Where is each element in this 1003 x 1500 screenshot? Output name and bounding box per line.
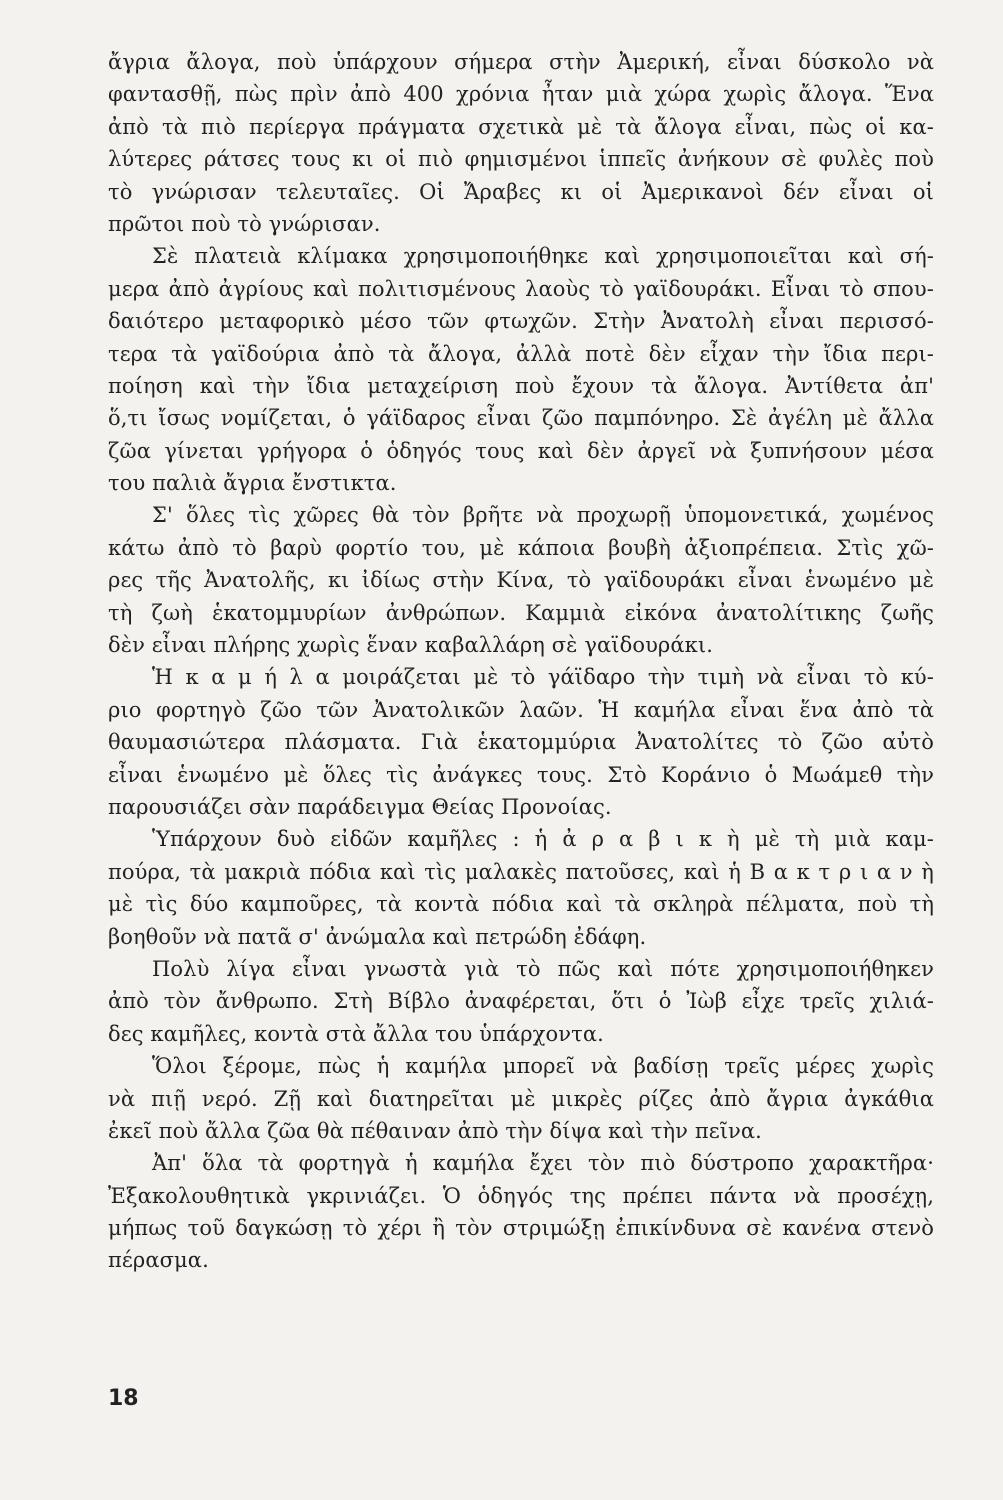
- text-line: δὲν εἶναι πλήρης χωρὶς ἕναν καβαλλάρη σὲ γαϊδουράκι.: [108, 633, 713, 658]
- text-line: ἄγρια ἄλογα, ποὺ ὑπάρχουν σήμερα στὴν Ἀμερική, εἶναι δύσκολο νὰ: [108, 50, 934, 74]
- text-line: βοηθοῦν νὰ πατᾶ σ' ἀνώμαλα καὶ πετρώδη ἐδάφη.: [108, 924, 647, 949]
- text-line: μερα ἀπὸ ἀγρίους καὶ πολιτισμένους λαοὺς τὸ γαϊδουράκι. Εἶναι τὸ σπου-: [108, 276, 934, 301]
- paragraph: [108, 240, 934, 499]
- text-line: ρες τῆς Ἀνατολῆς, κι ἰδίως στὴν Κίνα, τὸ γαϊδουράκι εἶναι ἑνωμένο μὲ: [108, 568, 934, 593]
- text-line: Ὅλοι ξέρομε, πὼς ἡ καμήλα μπορεῖ νὰ βαδίσῃ τρεῖς μέρες χωρὶς: [152, 1054, 934, 1079]
- text-line: Ἐξακολουθητικὰ γκρινιάζει. Ὁ ὁδηγός της πρέπει πάντα νὰ προσέχῃ,: [108, 1183, 934, 1208]
- paragraph: [108, 823, 934, 953]
- text-line: πούρα, τὰ μακριὰ πόδια καὶ τὶς μαλακὲς πατοῦσες, καὶ ἡ Β α κ τ ρ ι α ν ὴ: [108, 859, 934, 884]
- text-line: τερα τὰ γαϊδούρια ἀπὸ τὰ ἄλογα, ἀλλὰ ποτὲ δὲν εἶχαν τὴν ἴδια περι-: [108, 341, 934, 366]
- text-line: τὴ ζωὴ ἑκατομμυρίων ἀνθρώπων. Καμμιὰ εἰκόνα ἀνατολίτικης ζωῆς: [108, 600, 934, 625]
- text-line: ὅ,τι ἴσως νομίζεται, ὁ γάϊδαρος εἶναι ζῶο παμπόνηρο. Σὲ ἀγέλη μὲ ἄλλα: [108, 406, 934, 431]
- text-line: Ὑπάρχουν δυὸ εἰδῶν καμῆλες : ἡ ἀ ρ α β ι κ ὴ μὲ τὴ μιὰ καμ-: [152, 827, 934, 852]
- text-line: δες καμῆλες, κοντὰ στὰ ἄλλα του ὑπάρχοντα.: [108, 1021, 604, 1046]
- paragraph: [108, 46, 934, 240]
- text-line: Ἀπ' ὅλα τὰ φορτηγὰ ἡ καμήλα ἔχει τὸν πιὸ δύστροπο χαρακτῆρα·: [152, 1151, 934, 1176]
- text-line: τὸ γνώρισαν τελευταῖες. Οἱ Ἄραβες κι οἱ Ἀμερικανοὶ δέν εἶναι οἱ: [108, 179, 934, 204]
- paragraph: [108, 661, 934, 823]
- text-line: ριο φορτηγὸ ζῶο τῶν Ἀνατολικῶν λαῶν. Ἡ καμήλα εἶναι ἕνα ἀπὸ τὰ: [108, 697, 934, 722]
- text-line: ζῶα γίνεται γρήγορα ὁ ὁδηγός τους καὶ δὲν ἀργεῖ νὰ ξυπνήσουν μέσα: [108, 438, 934, 463]
- text-line: ποίηση καὶ τὴν ἴδια μεταχείριση ποὺ ἔχουν τὰ ἄλογα. Ἀντίθετα ἀπ': [108, 373, 934, 398]
- text-line: δαιότερο μεταφορικὸ μέσο τῶν φτωχῶν. Στὴν Ἀνατολὴ εἶναι περισσό-: [108, 309, 934, 334]
- paragraph: [108, 953, 934, 1050]
- paragraph: [108, 1050, 934, 1147]
- text-line: πρῶτοι ποὺ τὸ γνώρισαν.: [108, 211, 381, 236]
- text-line: ἀπὸ τὰ πιὸ περίεργα πράγματα σχετικὰ μὲ τὰ ἄλογα εἶναι, πὼς οἱ κα-: [108, 114, 934, 139]
- text-line: μήπως τοῦ δαγκώσῃ τὸ χέρι ἢ τὸν στριμώξῃ ἐπικίνδυνα σὲ κανένα στενὸ: [108, 1216, 934, 1241]
- paragraph: [108, 499, 934, 661]
- text-line: παρουσιάζει σὰν παράδειγμα Θείας Προνοίας.: [108, 794, 612, 819]
- text-line: Σ' ὅλες τὶς χῶρες θὰ τὸν βρῆτε νὰ προχωρῇ ὑπομονετικά, χωμένος: [152, 503, 934, 528]
- text-line: εἶναι ἑνωμένο μὲ ὅλες τὶς ἀνάγκες τους. Στὸ Κοράνιο ὁ Μωάμεθ τὴν: [108, 762, 934, 787]
- text-line: φαντασθῇ, πὼς πρὶν ἀπὸ 400 χρόνια ἦταν μιὰ χώρα χωρὶς ἄλογα. Ἕνα: [108, 82, 934, 107]
- text-line: ἐκεῖ ποὺ ἄλλα ζῶα θὰ πέθαιναν ἀπὸ τὴν δίψα καὶ τὴν πεῖνα.: [108, 1118, 762, 1143]
- text-line: του παλιὰ ἄγρια ἔνστικτα.: [108, 471, 397, 496]
- text-line: ἀπὸ τὸν ἄνθρωπο. Στὴ Βίβλο ἀναφέρεται, ὅτι ὁ Ἰὼβ εἶχε τρεῖς χιλιά-: [108, 989, 934, 1014]
- text-line: Πολὺ λίγα εἶναι γνωστὰ γιὰ τὸ πῶς καὶ πότε χρησιμοποιήθηκεν: [152, 956, 934, 981]
- page-number: 18: [108, 1386, 139, 1411]
- body-text: [108, 46, 934, 1277]
- text-line: κάτω ἀπὸ τὸ βαρὺ φορτίο του, μὲ κάποια βουβὴ ἀξιοπρέπεια. Στὶς χῶ-: [108, 535, 934, 560]
- text-line: μὲ τὶς δύο καμποῦρες, τὰ κοντὰ πόδια καὶ τὰ σκληρὰ πέλματα, ποὺ τὴ: [108, 892, 934, 917]
- text-line: θαυμασιώτερα πλάσματα. Γιὰ ἑκατομμύρια Ἀνατολίτες τὸ ζῶο αὐτὸ: [108, 730, 934, 755]
- text-line: Σὲ πλατειὰ κλίμακα χρησιμοποιήθηκε καὶ χρησιμοποιεῖται καὶ σή-: [152, 244, 934, 269]
- paragraph: [108, 1147, 934, 1277]
- text-line: νὰ πιῇ νερό. Ζῇ καὶ διατηρεῖται μὲ μικρὲς ρίζες ἀπὸ ἄγρια ἀγκάθια: [108, 1086, 934, 1111]
- text-line: Ἡ κ α μ ή λ α μοιράζεται μὲ τὸ γάϊδαρο τὴν τιμὴ νὰ εἶναι τὸ κύ-: [152, 665, 934, 690]
- text-line: πέρασμα.: [108, 1248, 209, 1273]
- text-line: λύτερες ράτσες τους κι οἱ πιὸ φημισμένοι ἱππεῖς ἀνήκουν σὲ φυλὲς ποὺ: [108, 147, 934, 172]
